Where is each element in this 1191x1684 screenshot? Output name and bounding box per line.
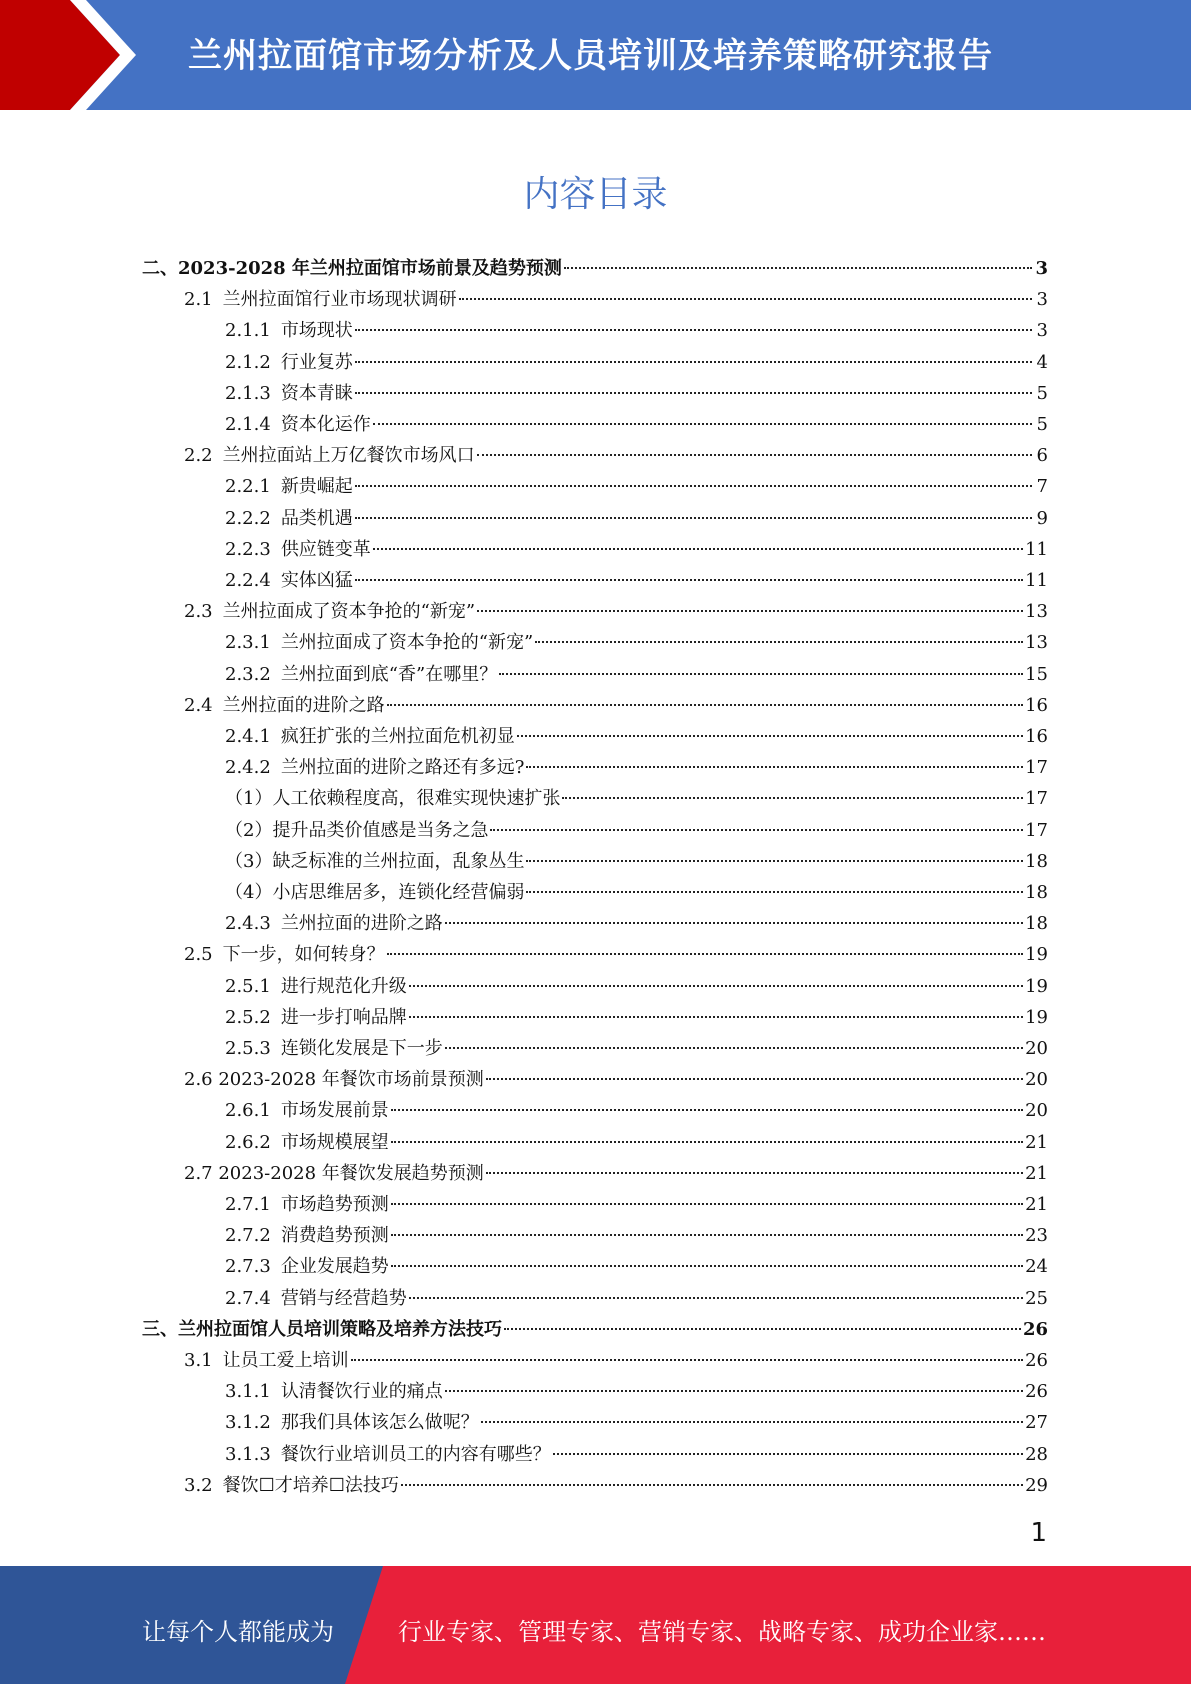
toc-entry-title: 进一步打响品牌	[280, 1007, 407, 1028]
toc-entry-page: 5	[1036, 383, 1048, 404]
toc-dot-leader	[387, 704, 1023, 706]
toc-entry-page: 24	[1025, 1256, 1048, 1277]
toc-entry[interactable]	[225, 908, 1048, 939]
toc-entry-title: 让员工爱上培训	[222, 1350, 349, 1371]
toc-entry-page: 26	[1025, 1381, 1048, 1402]
toc-entry-title: 2.7 2023-2028 年餐饮发展趋势预测	[184, 1163, 484, 1184]
toc-entry-page: 3	[1035, 258, 1048, 279]
toc-entry[interactable]	[225, 1439, 1048, 1470]
toc-entry-title: 兰州拉面站上万亿餐饮市场风口	[222, 445, 475, 466]
toc-dot-leader	[391, 1109, 1023, 1111]
toc-entry-title: 资本化运作	[280, 414, 371, 435]
toc-entry-title: 供应链变革	[280, 539, 371, 560]
toc-entry-number: 2.7.4	[225, 1288, 271, 1309]
toc-entry[interactable]	[225, 1002, 1048, 1033]
toc-dot-leader	[564, 267, 1032, 269]
toc-dot-leader	[355, 579, 1023, 581]
toc-entry-page: 21	[1025, 1194, 1048, 1215]
toc-dot-leader	[401, 1484, 1023, 1486]
toc-entry-page: 15	[1025, 664, 1048, 685]
toc-dot-leader	[373, 548, 1023, 550]
toc-heading: 内容目录	[523, 174, 668, 215]
toc-entry-page: 28	[1025, 1444, 1048, 1465]
toc-entry-page: 20	[1025, 1100, 1048, 1121]
toc-entry-page: 6	[1036, 445, 1048, 466]
toc-entry[interactable]	[225, 627, 1048, 658]
toc-dot-leader	[562, 797, 1023, 799]
toc-entry[interactable]	[184, 1158, 1048, 1189]
toc-entry-number: 3.2	[184, 1475, 213, 1496]
toc-dot-leader	[526, 860, 1023, 862]
toc-entry-title: 新贵崛起	[280, 476, 353, 497]
footer-slogan-right: 行业专家、管理专家、营销专家、战略专家、成功企业家……	[398, 1618, 1046, 1646]
toc-dot-leader	[504, 1328, 1021, 1330]
toc-entry-page: 29	[1025, 1475, 1048, 1496]
toc-entry[interactable]	[225, 378, 1048, 409]
toc-dot-leader	[387, 953, 1023, 955]
toc-dot-leader	[391, 1203, 1023, 1205]
toc-entry[interactable]	[184, 284, 1048, 315]
header-banner	[0, 0, 1191, 110]
page-number: 1	[1030, 1518, 1047, 1548]
toc-entry-number: 2.2.4	[225, 570, 271, 591]
toc-entry-page: 23	[1025, 1225, 1048, 1246]
toc-dot-leader	[486, 1172, 1023, 1174]
toc-entry-page: 26	[1022, 1319, 1048, 1340]
toc-dot-leader	[355, 361, 1032, 363]
toc-dot-leader	[355, 517, 1032, 519]
toc-entry[interactable]	[225, 1251, 1048, 1282]
toc-entry[interactable]	[225, 503, 1048, 534]
toc-dot-leader	[499, 673, 1023, 675]
toc-entry-title: 下一步，如何转身？	[222, 944, 385, 965]
toc-entry-page: 25	[1025, 1288, 1048, 1309]
toc-dot-leader	[553, 1453, 1023, 1455]
toc-entry-page: 3	[1036, 320, 1048, 341]
toc-entry-title: 行业复苏	[280, 352, 353, 373]
toc-entry-title: 市场规模展望	[280, 1132, 389, 1153]
toc-entry-title: 兰州拉面的进阶之路	[222, 695, 385, 716]
toc-entry[interactable]	[225, 1283, 1048, 1314]
toc-entry-title: （1）人工依赖程度高，很难实现快速扩张	[225, 788, 561, 809]
toc-entry-number: 2.1.1	[225, 320, 271, 341]
toc-entry-page: 21	[1025, 1132, 1048, 1153]
toc-entry[interactable]	[184, 1064, 1048, 1095]
toc-entry-title: 2.6 2023-2028 年餐饮市场前景预测	[184, 1069, 484, 1090]
toc-entry-number: 2.4.2	[225, 757, 271, 778]
toc-entry[interactable]	[225, 1033, 1048, 1064]
toc-entry[interactable]	[225, 1189, 1048, 1220]
toc-dot-leader	[490, 829, 1023, 831]
toc-entry-number: 3.1.1	[225, 1381, 271, 1402]
toc-entry-number: 2.5.2	[225, 1007, 271, 1028]
toc-dot-leader	[355, 329, 1032, 331]
toc-entry-title: 进行规范化升级	[280, 976, 407, 997]
toc-dot-leader	[351, 1359, 1023, 1361]
toc-entry[interactable]	[225, 471, 1048, 502]
toc-entry-title: 疯狂扩张的兰州拉面危机初显	[280, 726, 515, 747]
toc-entry[interactable]	[142, 1314, 1048, 1345]
toc-entry-number: 3.1.2	[225, 1412, 271, 1433]
toc-entry-title: 兰州拉面的进阶之路	[280, 913, 443, 934]
toc-entry-page: 20	[1025, 1038, 1048, 1059]
toc-entry-page: 19	[1025, 1007, 1048, 1028]
toc-entry-title: 消费趋势预测	[280, 1225, 389, 1246]
toc-entry-title: 餐饮☐才培养☐法技巧	[222, 1475, 399, 1496]
toc-entry-page: 21	[1025, 1163, 1048, 1184]
toc-dot-leader	[409, 1297, 1023, 1299]
toc-dot-leader	[445, 1047, 1023, 1049]
toc-entry[interactable]	[142, 253, 1048, 284]
toc-entry-title: （3）缺乏标准的兰州拉面，乱象丛生	[225, 851, 525, 872]
toc-entry-number: 2.1.3	[225, 383, 271, 404]
toc-entry-number: 2.1.2	[225, 352, 271, 373]
toc-entry[interactable]	[225, 1220, 1048, 1251]
toc-dot-leader	[459, 298, 1032, 300]
toc-entry-page: 27	[1025, 1412, 1048, 1433]
toc-dot-leader	[445, 922, 1023, 924]
toc-dot-leader	[355, 392, 1032, 394]
toc-entry[interactable]	[225, 1407, 1048, 1438]
toc-entry-number: 2.6.2	[225, 1132, 271, 1153]
toc-entry-number: 2.4.3	[225, 913, 271, 934]
toc-dot-leader	[526, 766, 1023, 768]
toc-entry-page: 9	[1036, 508, 1048, 529]
toc-entry-number: 2.3	[184, 601, 213, 622]
toc-entry-page: 16	[1025, 695, 1048, 716]
toc-entry-title: 那我们具体该怎么做呢？	[280, 1412, 479, 1433]
toc-entry[interactable]	[225, 315, 1048, 346]
toc-entry[interactable]	[225, 877, 1048, 908]
toc-entry-page: 5	[1036, 414, 1048, 435]
toc-entry[interactable]	[225, 971, 1048, 1002]
toc-entry-page: 19	[1025, 976, 1048, 997]
toc-entry-number: 2.1	[184, 289, 213, 310]
toc-entry[interactable]	[225, 534, 1048, 565]
toc-entry-title: 兰州拉面成了资本争抢的“新宠”	[222, 601, 476, 622]
toc-entry-title: 二、2023-2028 年兰州拉面馆市场前景及趋势预测	[142, 258, 562, 279]
toc-entry-title: 企业发展趋势	[280, 1256, 389, 1277]
toc-entry-number: 2.2.1	[225, 476, 271, 497]
toc-entry[interactable]	[225, 1127, 1048, 1158]
toc-dot-leader	[391, 1234, 1023, 1236]
toc-entry-title: 市场趋势预测	[280, 1194, 389, 1215]
toc-entry[interactable]	[184, 1470, 1048, 1501]
toc-entry-title: 品类机遇	[280, 508, 353, 529]
toc-entry-number: 2.4.1	[225, 726, 271, 747]
toc-entry-page: 13	[1025, 632, 1048, 653]
toc-entry-page: 17	[1025, 757, 1048, 778]
toc-dot-leader	[409, 1016, 1023, 1018]
toc-dot-leader	[477, 610, 1023, 612]
toc-dot-leader	[535, 641, 1023, 643]
toc-entry[interactable]	[225, 721, 1048, 752]
toc-dot-leader	[481, 1421, 1023, 1423]
toc-entry-page: 26	[1025, 1350, 1048, 1371]
toc-entry-title: 兰州拉面馆行业市场现状调研	[222, 289, 457, 310]
toc-entry-title: 认清餐饮行业的痛点	[280, 1381, 443, 1402]
toc-entry[interactable]	[225, 659, 1048, 690]
toc-entry[interactable]	[225, 1376, 1048, 1407]
toc-entry-title: 兰州拉面成了资本争抢的“新宠”	[280, 632, 534, 653]
toc-entry-number: 2.2	[184, 445, 213, 466]
toc-entry-page: 11	[1025, 570, 1048, 591]
toc-entry-page: 20	[1025, 1069, 1048, 1090]
toc-entry[interactable]	[184, 1345, 1048, 1376]
report-title: 兰州拉面馆市场分析及人员培训及培养策略研究报告	[188, 36, 993, 76]
toc-entry-number: 2.5	[184, 944, 213, 965]
toc-dot-leader	[409, 985, 1023, 987]
toc-entry-title: 连锁化发展是下一步	[280, 1038, 443, 1059]
toc-dot-leader	[391, 1265, 1023, 1267]
toc-entry-page: 18	[1025, 851, 1048, 872]
toc-entry-number: 2.5.3	[225, 1038, 271, 1059]
toc-entry-title: 兰州拉面到底“香”在哪里？	[280, 664, 498, 685]
toc-entry[interactable]	[225, 409, 1048, 440]
toc-entry[interactable]	[225, 347, 1048, 378]
toc-entry-title: 营销与经营趋势	[280, 1288, 407, 1309]
toc-dot-leader	[477, 454, 1032, 456]
toc-dot-leader	[373, 423, 1032, 425]
toc-entry-number: 2.7.2	[225, 1225, 271, 1246]
toc-entry[interactable]	[225, 815, 1048, 846]
toc-entry-page: 4	[1036, 352, 1048, 373]
toc-entry-number: 2.1.4	[225, 414, 271, 435]
toc-entry-title: 三、兰州拉面馆人员培训策略及培养方法技巧	[142, 1319, 502, 1340]
toc-entry-page: 18	[1025, 913, 1048, 934]
toc-dot-leader	[526, 891, 1023, 893]
toc-entry[interactable]	[225, 783, 1048, 814]
toc-entry-page: 17	[1025, 788, 1048, 809]
toc-entry[interactable]	[225, 565, 1048, 596]
toc-entry-number: 2.2.3	[225, 539, 271, 560]
toc-entry-page: 16	[1025, 726, 1048, 747]
toc-entry-page: 7	[1036, 476, 1048, 497]
toc-entry-page: 3	[1036, 289, 1048, 310]
toc-entry[interactable]	[184, 596, 1048, 627]
toc-dot-leader	[486, 1078, 1023, 1080]
footer-slogan-left: 让每个人都能成为	[142, 1618, 334, 1646]
toc-entry-page: 18	[1025, 882, 1048, 903]
toc-entry-title: 实体凶猛	[280, 570, 353, 591]
toc-entry[interactable]	[184, 690, 1048, 721]
toc-entry-page: 13	[1025, 601, 1048, 622]
toc-entry-number: 3.1.3	[225, 1444, 271, 1465]
header-arrow-decoration	[0, 0, 150, 110]
toc-entry[interactable]	[184, 440, 1048, 471]
toc-entry-number: 2.5.1	[225, 976, 271, 997]
toc-dot-leader	[391, 1141, 1023, 1143]
toc-dot-leader	[445, 1390, 1023, 1392]
toc-entry-title: （2）提升品类价值感是当务之急	[225, 820, 489, 841]
toc-entry-number: 2.6.1	[225, 1100, 271, 1121]
toc-entry-number: 2.2.2	[225, 508, 271, 529]
toc-entry-number: 3.1	[184, 1350, 213, 1371]
toc-entry-number: 2.7.1	[225, 1194, 271, 1215]
toc-entry-title: （4）小店思维居多，连锁化经营偏弱	[225, 882, 525, 903]
toc-entry-number: 2.4	[184, 695, 213, 716]
toc-dot-leader	[517, 735, 1023, 737]
toc-entry[interactable]	[184, 939, 1048, 970]
toc-entry-number: 2.7.3	[225, 1256, 271, 1277]
toc-entry-title: 资本青睐	[280, 383, 353, 404]
toc-entry-number: 2.3.1	[225, 632, 271, 653]
toc-entry-page: 11	[1025, 539, 1048, 560]
toc-entry-page: 19	[1025, 944, 1048, 965]
toc-entry-title: 市场现状	[280, 320, 353, 341]
toc-entry-page: 17	[1025, 820, 1048, 841]
toc-entry-number: 2.3.2	[225, 664, 271, 685]
toc-entry-title: 餐饮行业培训员工的内容有哪些？	[280, 1444, 551, 1465]
toc-entry-title: 市场发展前景	[280, 1100, 389, 1121]
toc-entry[interactable]	[225, 752, 1048, 783]
toc-entry[interactable]	[225, 846, 1048, 877]
toc-dot-leader	[355, 485, 1032, 487]
toc-entry-title: 兰州拉面的进阶之路还有多远?	[280, 757, 525, 778]
toc-entry[interactable]	[225, 1095, 1048, 1126]
